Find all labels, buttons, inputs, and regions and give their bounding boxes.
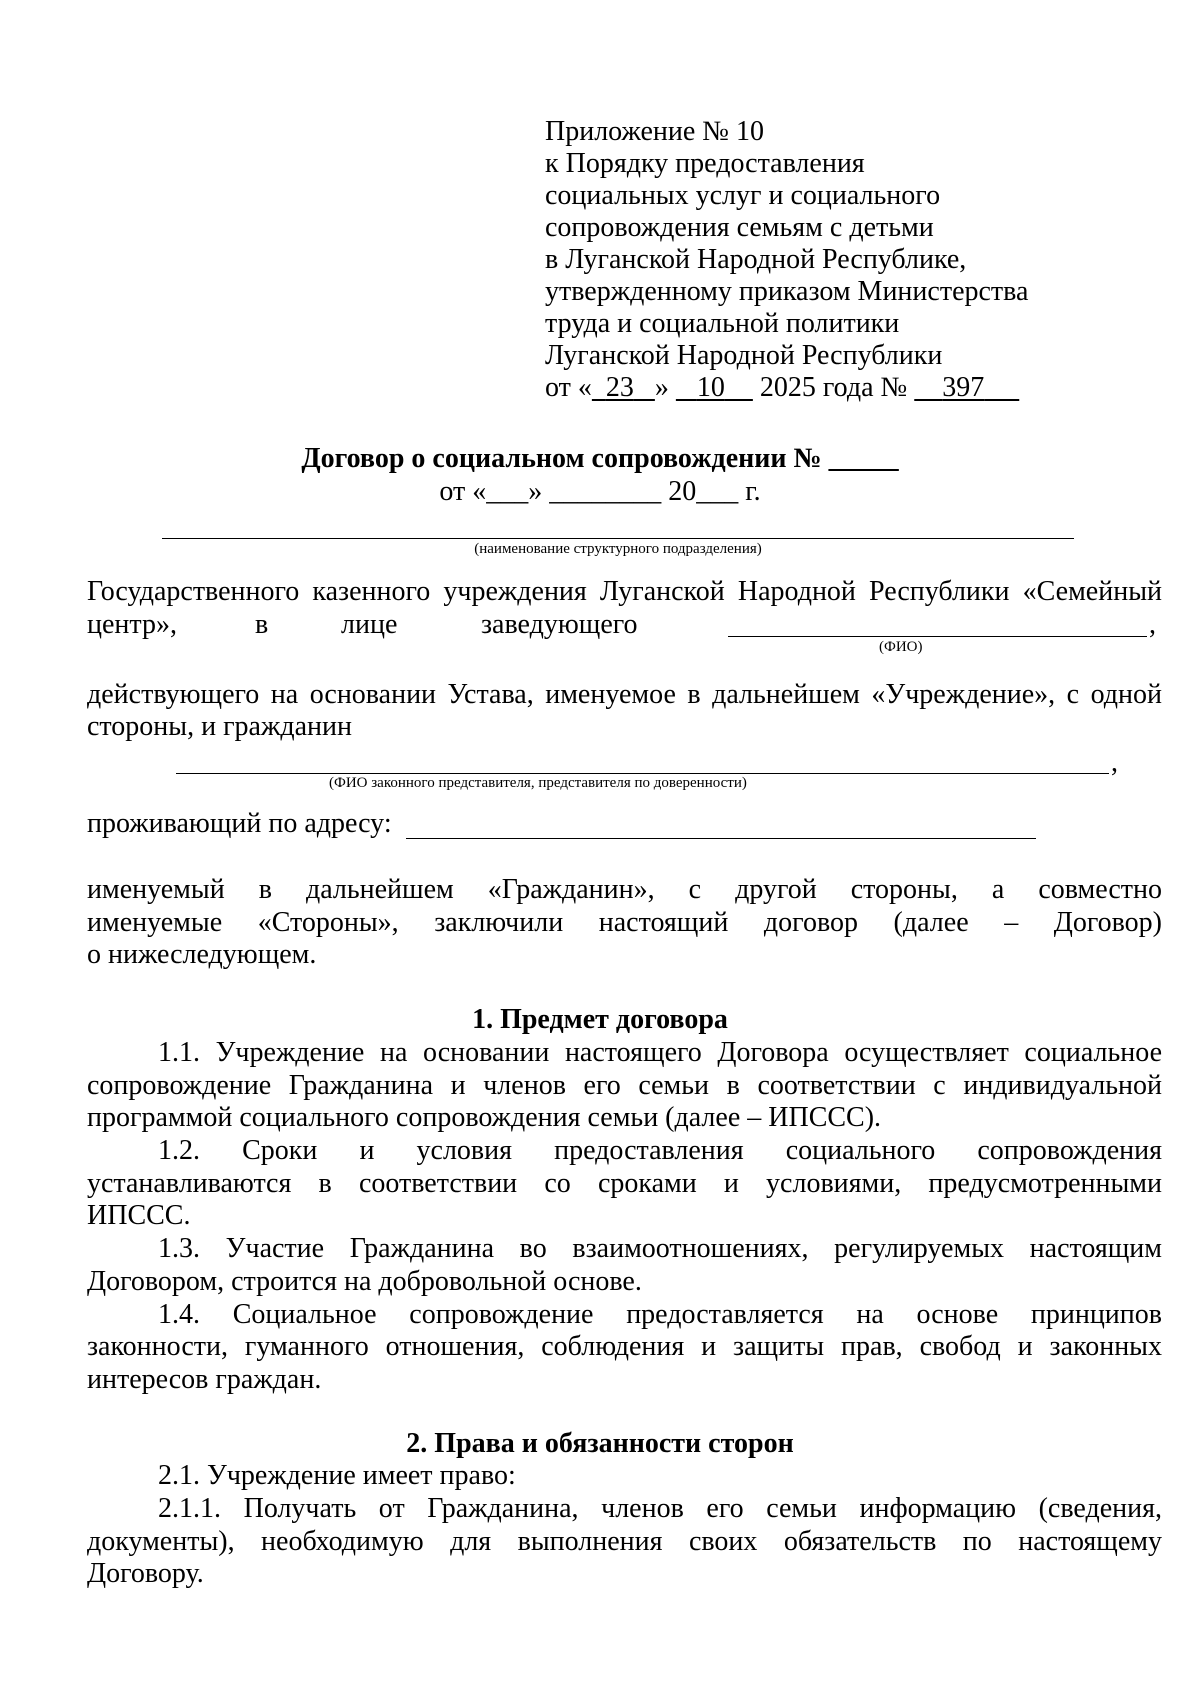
date-prefix: от « bbox=[545, 372, 592, 403]
clause-1-2: устанавливаются в соответствии со сроками и условиями, предусмотренными bbox=[87, 1168, 1162, 1199]
head-fio-blank-line bbox=[728, 636, 1147, 637]
clause-1-2: ИПССС. bbox=[87, 1200, 191, 1231]
clause-2-1: 2.1. Учреждение имеет право: bbox=[158, 1460, 516, 1491]
order-number: 397 bbox=[942, 372, 985, 403]
comma: , bbox=[1111, 747, 1118, 778]
clause-1-1: программой социального сопровождения семьи (далее – ИПССС). bbox=[87, 1102, 882, 1133]
address-blank-line bbox=[406, 838, 1036, 839]
parties-line-2: именуемые «Стороны», заключили настоящий договор (далее – Договор) bbox=[87, 907, 1162, 938]
clause-2-1-1: 2.1.1. Получать от Гражданина, членов его семьи информацию (сведения, bbox=[158, 1493, 1162, 1524]
appendix-line: к Порядку предоставления bbox=[545, 148, 865, 179]
appendix-date-line bbox=[545, 372, 1019, 404]
fio-caption: (ФИО) bbox=[879, 639, 923, 655]
clause-1-1: 1.1. Учреждение на основании настоящего Договора осуществляет социальное bbox=[158, 1037, 1162, 1068]
parties-line-1: именуемый в дальнейшем «Гражданин», с другой стороны, а совместно bbox=[87, 874, 1162, 905]
appendix-line: социальных услуг и социального bbox=[545, 180, 941, 211]
parties-line-3: о нижеследующем. bbox=[87, 939, 317, 970]
institution-word: заведующего bbox=[481, 609, 638, 640]
clause-2-1-1: Договору. bbox=[87, 1558, 204, 1589]
section-2-heading: 2. Права и обязанности сторон bbox=[406, 1428, 794, 1459]
clause-2-1-1: документы), необходимую для выполнения своих обязательств по настоящему bbox=[87, 1526, 1162, 1557]
clause-1-1: сопровождение Гражданина и членов его семьи в соответствии с индивидуальной bbox=[87, 1070, 1162, 1101]
contract-title: Договор о социальном сопровождении № _____ bbox=[301, 443, 899, 474]
institution-word: лице bbox=[341, 609, 398, 640]
appendix-line: сопровождения семьям с детьми bbox=[545, 212, 934, 243]
date-mid: » bbox=[654, 372, 676, 403]
appendix-line: Луганской Народной Республики bbox=[545, 340, 943, 371]
section-1-heading: 1. Предмет договора bbox=[472, 1004, 728, 1035]
clause-1-4: 1.4. Социальное сопровождение предоставляется на основе принципов bbox=[158, 1299, 1162, 1330]
clause-1-3: Договором, строится на добровольной основе. bbox=[87, 1266, 642, 1297]
appendix-line: в Луганской Народной Республике, bbox=[545, 244, 967, 275]
citizen-caption: (ФИО законного представителя, представителя по доверенности) bbox=[329, 775, 747, 791]
institution-word: в bbox=[255, 609, 269, 640]
address-label: проживающий по адресу: bbox=[87, 808, 392, 839]
division-blank-line bbox=[162, 538, 1074, 539]
clause-1-4: законности, гуманного отношения, соблюдения и защиты прав, свобод и законных bbox=[87, 1331, 1162, 1362]
date-day: 23 bbox=[605, 372, 634, 403]
appendix-line: утвержденному приказом Министерства bbox=[545, 276, 1029, 307]
institution-line-3: действующего на основании Устава, именуемое в дальнейшем «Учреждение», с одной bbox=[87, 679, 1162, 710]
clause-1-4: интересов граждан. bbox=[87, 1364, 322, 1395]
date-month: 10 bbox=[696, 372, 725, 403]
comma: , bbox=[1149, 609, 1156, 640]
appendix-line: труда и социальной политики bbox=[545, 308, 900, 339]
date-year: 2025 года № bbox=[752, 372, 915, 403]
institution-line-4: стороны, и гражданин bbox=[87, 711, 352, 742]
division-caption: (наименование структурного подразделения) bbox=[474, 541, 762, 557]
clause-1-2: 1.2. Сроки и условия предоставления социального сопровождения bbox=[158, 1135, 1162, 1166]
institution-word: центр», bbox=[87, 609, 177, 640]
clause-1-3: 1.3. Участие Гражданина во взаимоотношениях, регулируемых настоящим bbox=[158, 1233, 1162, 1264]
appendix-line: Приложение № 10 bbox=[545, 116, 764, 147]
institution-line-1: Государственного казенного учреждения Луганской Народной Республики «Семейный bbox=[87, 576, 1162, 607]
contract-date-line: от «___» ________ 20___ г. bbox=[439, 476, 761, 507]
